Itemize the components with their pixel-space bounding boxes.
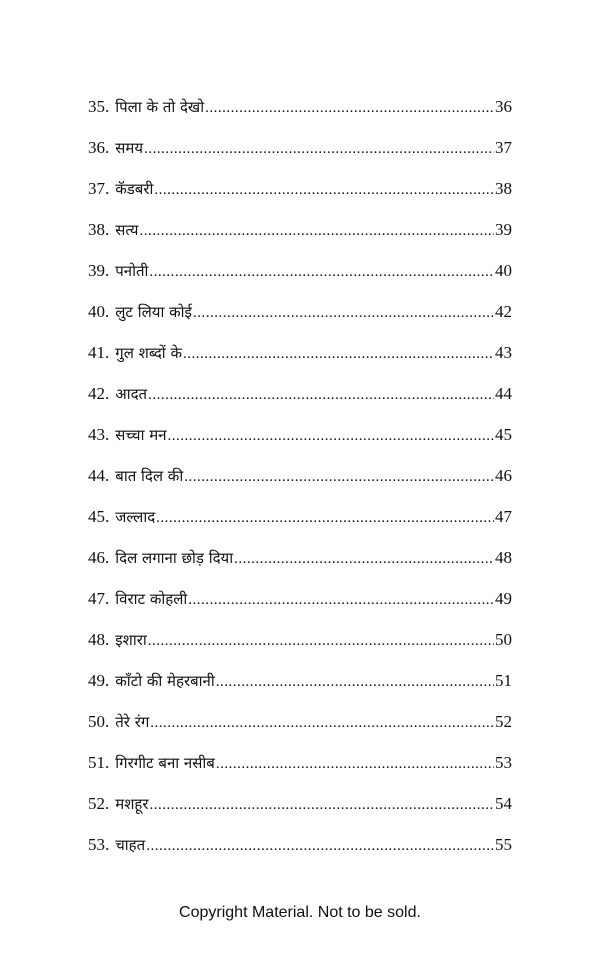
toc-entry [88, 414, 512, 455]
entry-title: कॅडबरी [115, 179, 154, 198]
dot-leader [216, 674, 494, 691]
entry-page-number: 42 [495, 301, 512, 321]
entry-page-number: 44 [495, 383, 512, 403]
dot-leader [149, 264, 494, 281]
entry-page-number: 48 [495, 547, 512, 567]
entry-number: 52. [88, 793, 110, 813]
toc-entry [88, 209, 512, 250]
toc-entry [88, 455, 512, 496]
entry-title: समय [115, 138, 144, 157]
entry-number: 45. [88, 506, 110, 526]
toc-entry [88, 373, 512, 414]
toc-entry [88, 742, 512, 783]
entry-page-number: 43 [495, 342, 512, 362]
entry-number: 37. [88, 178, 110, 198]
dot-leader [150, 797, 494, 814]
entry-page-number: 47 [495, 506, 512, 526]
toc-entry [88, 86, 512, 127]
toc-entry [88, 537, 512, 578]
entry-page-number: 55 [495, 834, 512, 854]
entry-title: इशारा [115, 630, 147, 649]
entry-number: 50. [88, 711, 110, 731]
entry-title: गिरगीट बना नसीब [115, 753, 215, 772]
table-of-contents [88, 86, 512, 865]
entry-page-number: 38 [495, 178, 512, 198]
entry-number: 43. [88, 424, 110, 444]
entry-title: आदत [115, 384, 148, 403]
dot-leader [156, 510, 494, 527]
entry-page-number: 46 [495, 465, 512, 485]
entry-number: 44. [88, 465, 110, 485]
entry-number: 40. [88, 301, 110, 321]
dot-leader [146, 838, 494, 855]
toc-entry [88, 496, 512, 537]
dot-leader [205, 100, 494, 117]
toc-entry [88, 578, 512, 619]
entry-page-number: 51 [495, 670, 512, 690]
entry-title: जल्लाद [115, 507, 156, 526]
toc-entry [88, 250, 512, 291]
entry-number: 35. [88, 96, 110, 116]
toc-entry [88, 701, 512, 742]
dot-leader [183, 346, 494, 363]
entry-title: सच्चा मन [115, 425, 167, 444]
entry-number: 48. [88, 629, 110, 649]
toc-entry [88, 824, 512, 865]
toc-entry [88, 660, 512, 701]
entry-title: तेरे रंग [115, 712, 150, 731]
dot-leader [148, 387, 494, 404]
entry-page-number: 45 [495, 424, 512, 444]
entry-page-number: 50 [495, 629, 512, 649]
dot-leader [234, 551, 494, 568]
dot-leader [188, 592, 494, 609]
dot-leader [139, 223, 494, 240]
entry-title: चाहत [115, 835, 146, 854]
entry-number: 36. [88, 137, 110, 157]
entry-page-number: 37 [495, 137, 512, 157]
entry-page-number: 52 [495, 711, 512, 731]
entry-title: दिल लगाना छोड़ दिया [115, 548, 234, 567]
entry-page-number: 49 [495, 588, 512, 608]
dot-leader [184, 469, 494, 486]
entry-page-number: 54 [495, 793, 512, 813]
entry-title: लुट लिया कोई [115, 302, 192, 321]
entry-number: 53. [88, 834, 110, 854]
entry-number: 39. [88, 260, 110, 280]
dot-leader [144, 141, 494, 158]
entry-title: पनोती [115, 261, 149, 280]
dot-leader [193, 305, 494, 322]
entry-title: पिला के तो देखो [115, 97, 205, 116]
entry-number: 41. [88, 342, 110, 362]
dot-leader [216, 756, 494, 773]
entry-page-number: 39 [495, 219, 512, 239]
entry-number: 47. [88, 588, 110, 608]
dot-leader [150, 715, 494, 732]
entry-page-number: 36 [495, 96, 512, 116]
dot-leader [168, 428, 494, 445]
dot-leader [148, 633, 494, 650]
toc-entry [88, 332, 512, 373]
dot-leader [154, 182, 494, 199]
entry-title: गुल शब्दों के [115, 343, 182, 362]
entry-title: विराट कोहली [115, 589, 188, 608]
entry-title: काँटो की मेहरबानी [115, 671, 215, 690]
toc-entry [88, 291, 512, 332]
entry-title: सत्य [115, 220, 139, 239]
entry-title: मशहूर [115, 794, 149, 813]
toc-entry [88, 783, 512, 824]
toc-entry [88, 168, 512, 209]
entry-page-number: 53 [495, 752, 512, 772]
entry-title: बात दिल की [115, 466, 184, 485]
entry-number: 51. [88, 752, 110, 772]
entry-number: 38. [88, 219, 110, 239]
entry-number: 42. [88, 383, 110, 403]
toc-entry [88, 619, 512, 660]
copyright-footer: Copyright Material. Not to be sold. [179, 904, 421, 921]
entry-number: 46. [88, 547, 110, 567]
toc-entry [88, 127, 512, 168]
entry-number: 49. [88, 670, 110, 690]
entry-page-number: 40 [495, 260, 512, 280]
